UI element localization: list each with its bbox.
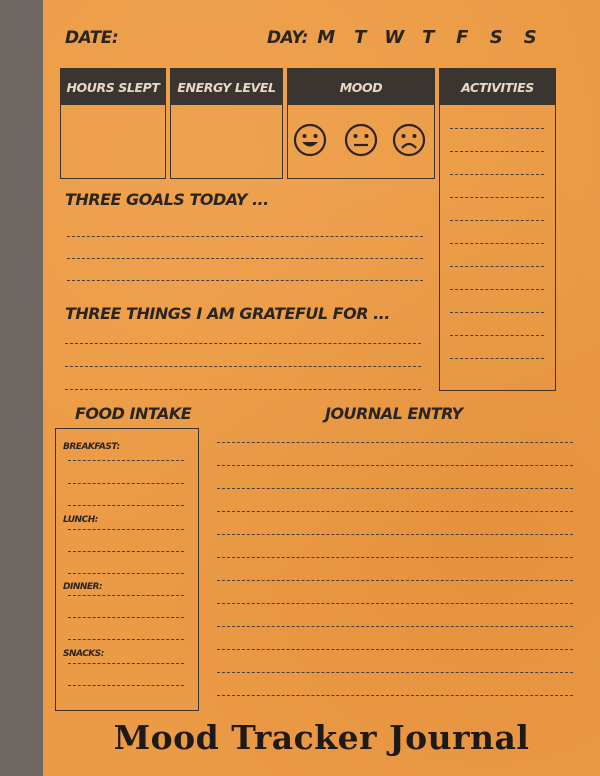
activity-line[interactable]: [450, 312, 544, 313]
activity-line[interactable]: [450, 289, 544, 290]
day-label: DAY:: [267, 28, 308, 48]
mood-box: [287, 68, 435, 179]
day-saturday[interactable]: S: [489, 27, 503, 48]
day-friday[interactable]: F: [456, 27, 468, 48]
journal-line[interactable]: [217, 442, 573, 443]
energy-level-header: ENERGY LEVEL: [171, 69, 282, 105]
activities-header: ACTIVITIES: [440, 69, 555, 105]
energy-level-box[interactable]: [170, 68, 283, 179]
activity-line[interactable]: [450, 220, 544, 221]
journal-page: [43, 0, 600, 776]
journal-line[interactable]: [217, 465, 573, 466]
food-line[interactable]: [68, 505, 184, 506]
food-line[interactable]: [68, 617, 184, 618]
day-tuesday[interactable]: T: [354, 27, 366, 48]
journal-line[interactable]: [217, 649, 573, 650]
day-sunday[interactable]: S: [523, 27, 537, 48]
journal-line[interactable]: [217, 557, 573, 558]
food-intake-title: FOOD INTAKE: [75, 404, 192, 423]
grateful-line[interactable]: [65, 343, 421, 344]
grateful-line[interactable]: [65, 366, 421, 367]
snacks-label: SNACKS:: [63, 649, 104, 659]
day-thursday[interactable]: T: [422, 27, 434, 48]
activity-line[interactable]: [450, 335, 544, 336]
goals-title: THREE GOALS TODAY ...: [65, 190, 269, 209]
journal-line[interactable]: [217, 695, 573, 696]
date-label: DATE:: [65, 28, 119, 48]
goal-line[interactable]: [67, 258, 423, 259]
food-line[interactable]: [68, 595, 184, 596]
hours-slept-header: HOURS SLEPT: [61, 69, 165, 105]
journal-line[interactable]: [217, 672, 573, 673]
activity-line[interactable]: [450, 174, 544, 175]
activity-line[interactable]: [450, 151, 544, 152]
breakfast-label: BREAKFAST:: [63, 442, 120, 452]
food-line[interactable]: [68, 685, 184, 686]
dinner-label: DINNER:: [63, 582, 103, 592]
activity-line[interactable]: [450, 358, 544, 359]
hours-slept-box[interactable]: [60, 68, 166, 179]
food-line[interactable]: [68, 460, 184, 461]
journal-line[interactable]: [217, 534, 573, 535]
spine: [0, 0, 43, 776]
food-line[interactable]: [68, 529, 184, 530]
journal-line[interactable]: [217, 626, 573, 627]
day-monday[interactable]: M: [317, 27, 335, 48]
food-line[interactable]: [68, 639, 184, 640]
food-line[interactable]: [68, 483, 184, 484]
neutral-face-icon[interactable]: [344, 123, 378, 157]
activity-line[interactable]: [450, 128, 544, 129]
journal-line[interactable]: [217, 603, 573, 604]
journal-title: Mood Tracker Journal: [113, 718, 530, 757]
goal-line[interactable]: [67, 280, 423, 281]
sad-face-icon[interactable]: [392, 123, 426, 157]
lunch-label: LUNCH:: [63, 515, 98, 525]
journal-line[interactable]: [217, 580, 573, 581]
goal-line[interactable]: [67, 236, 423, 237]
journal-line[interactable]: [217, 488, 573, 489]
grateful-title: THREE THINGS I AM GRATEFUL FOR ...: [65, 304, 390, 323]
activity-line[interactable]: [450, 197, 544, 198]
activities-box: [439, 68, 556, 391]
food-line[interactable]: [68, 663, 184, 664]
happy-face-icon[interactable]: [293, 123, 327, 157]
journal-line[interactable]: [217, 511, 573, 512]
food-line[interactable]: [68, 573, 184, 574]
activity-line[interactable]: [450, 243, 544, 244]
journal-entry-title: JOURNAL ENTRY: [325, 404, 463, 423]
day-wednesday[interactable]: W: [384, 27, 404, 48]
activity-line[interactable]: [450, 266, 544, 267]
day-selector: [309, 27, 547, 48]
grateful-line[interactable]: [65, 389, 421, 390]
food-line[interactable]: [68, 551, 184, 552]
food-intake-box: [55, 428, 199, 711]
mood-header: MOOD: [288, 69, 434, 105]
